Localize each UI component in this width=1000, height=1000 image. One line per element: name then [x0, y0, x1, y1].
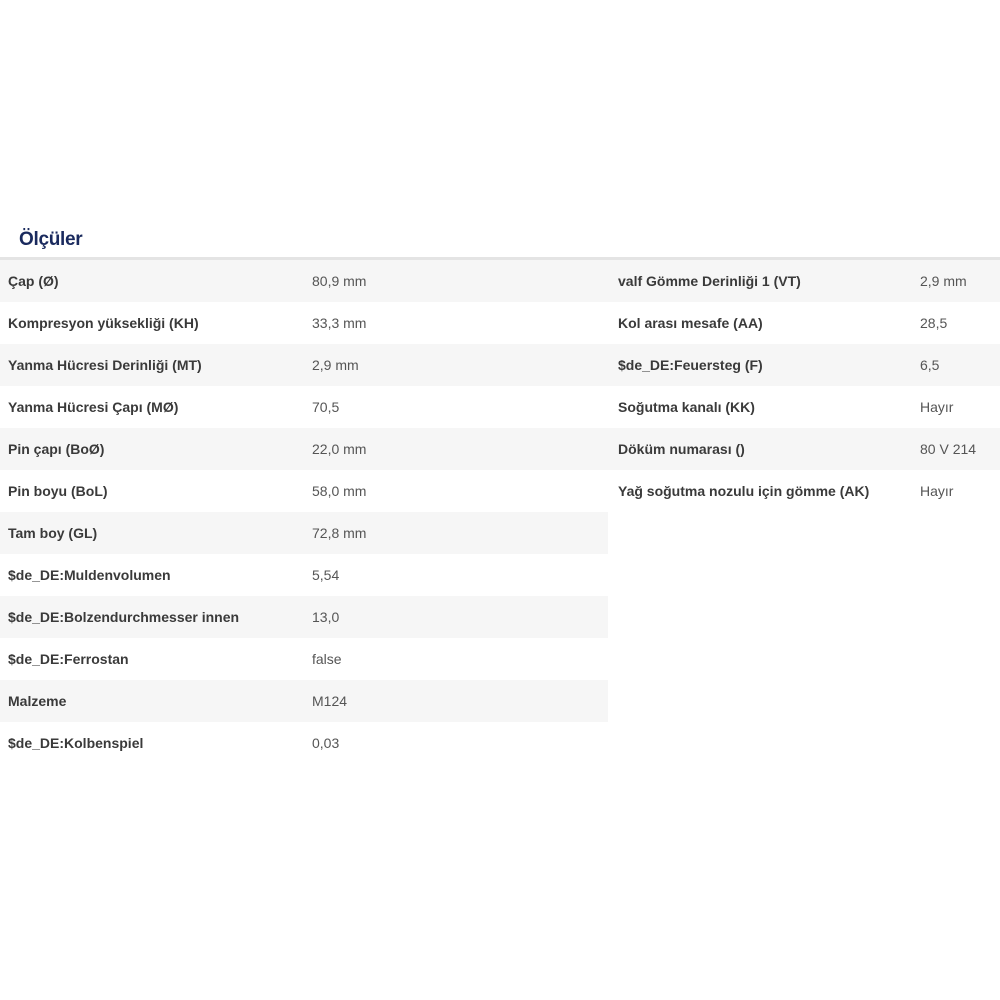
- spec-label: Tam boy (GL): [8, 525, 98, 541]
- spec-label: Kol arası mesafe (AA): [618, 315, 763, 331]
- spec-row: [0, 680, 608, 722]
- spec-label: $de_DE:Feuersteg (F): [618, 357, 763, 373]
- spec-value: 5,54: [312, 567, 340, 583]
- spec-label: Yanma Hücresi Derinliği (MT): [8, 357, 202, 373]
- spec-value: 13,0: [312, 609, 340, 625]
- spec-label: Malzeme: [8, 693, 67, 709]
- spec-value: 2,9 mm: [312, 357, 359, 373]
- spec-value: 6,5: [920, 357, 940, 373]
- spec-value: Hayır: [920, 483, 954, 499]
- spec-label: $de_DE:Muldenvolumen: [8, 567, 171, 583]
- spec-row: [0, 302, 608, 344]
- spec-grid: [0, 260, 1000, 764]
- spec-column-right: [608, 260, 1000, 764]
- spec-value: 0,03: [312, 735, 340, 751]
- spec-value: 2,9 mm: [920, 273, 967, 289]
- spec-row: [608, 386, 1000, 428]
- spec-row: [0, 554, 608, 596]
- spec-label: Pin çapı (BoØ): [8, 441, 105, 457]
- spec-value: 80,9 mm: [312, 273, 367, 289]
- spec-value: 33,3 mm: [312, 315, 367, 331]
- spec-row: [608, 428, 1000, 470]
- spec-row: [0, 470, 608, 512]
- spec-value: 22,0 mm: [312, 441, 367, 457]
- spec-value: 80 V 214: [920, 441, 977, 457]
- spec-label: Döküm numarası (): [618, 441, 745, 457]
- spec-label: $de_DE:Bolzendurchmesser innen: [8, 609, 240, 625]
- spec-label: $de_DE:Kolbenspiel: [8, 735, 144, 751]
- spec-row: [0, 512, 608, 554]
- spec-row: [0, 638, 608, 680]
- spec-label: Soğutma kanalı (KK): [618, 399, 755, 415]
- spec-row: [608, 470, 1000, 512]
- section-title: Ölçüler: [0, 222, 1000, 260]
- spec-row: [0, 596, 608, 638]
- spec-value: 28,5: [920, 315, 948, 331]
- spec-value: Hayır: [920, 399, 954, 415]
- spec-row: [0, 344, 608, 386]
- spec-label: Çap (Ø): [8, 273, 59, 289]
- spec-label: Yağ soğutma nozulu için gömme (AK): [618, 483, 870, 499]
- spec-value: false: [312, 651, 342, 667]
- spec-row: [0, 260, 608, 302]
- spec-label: Pin boyu (BoL): [8, 483, 108, 499]
- spec-row: [608, 302, 1000, 344]
- spec-row: [0, 428, 608, 470]
- spec-value: M124: [312, 693, 348, 709]
- spec-label: $de_DE:Ferrostan: [8, 651, 129, 667]
- spec-value: 72,8 mm: [312, 525, 367, 541]
- spec-row: [0, 386, 608, 428]
- spec-label: Yanma Hücresi Çapı (MØ): [8, 399, 179, 415]
- spec-label: Kompresyon yüksekliği (KH): [8, 315, 199, 331]
- spec-row: [0, 722, 608, 764]
- spec-label: valf Gömme Derinliği 1 (VT): [618, 273, 801, 289]
- spec-value: 70,5: [312, 399, 340, 415]
- spec-row: [608, 344, 1000, 386]
- spec-row: [608, 260, 1000, 302]
- dimensions-section: [0, 222, 1000, 764]
- spec-column-left: [0, 260, 608, 764]
- spec-value: 58,0 mm: [312, 483, 367, 499]
